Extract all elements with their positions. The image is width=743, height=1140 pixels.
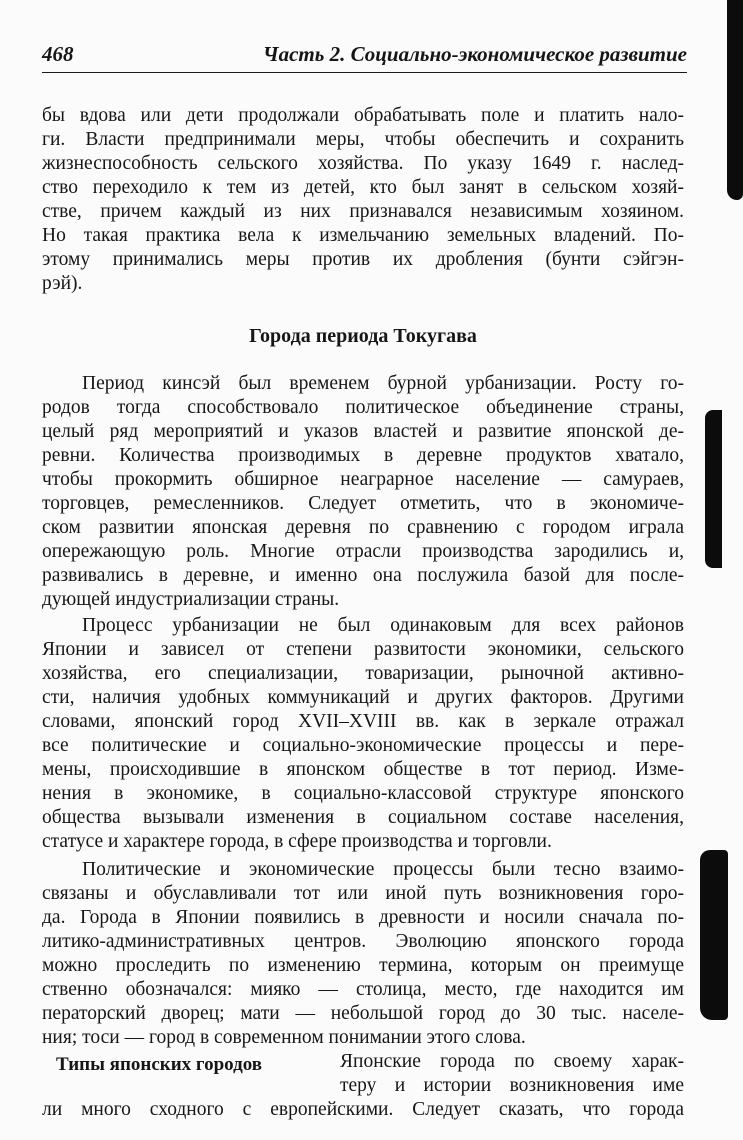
- text-line: дующей индустриализации страны.: [42, 589, 340, 610]
- text-line: сти, наличия удобных коммуникаций и других факторов. Другими: [42, 687, 684, 708]
- scan-shadow: [727, 0, 743, 200]
- text-line: связаны и обуславливали тот или иной путь возникновения горо-: [42, 883, 684, 904]
- text-line: чтобы прокормить обширное неаграрное население — самураев,: [42, 469, 684, 490]
- text-line: ния; тоси — город в современном понимании этого слова.: [42, 1027, 526, 1048]
- text-line: ператорский дворец; мати — небольшой город до 30 тыс. населе-: [42, 1003, 684, 1024]
- text-line: этому принимались меры против их дробления (бунти сэйгэн-: [42, 249, 684, 270]
- text-line: стве, причем каждый из них признавался независимым хозяином.: [42, 201, 684, 222]
- text-line: теру и истории возникновения име: [340, 1075, 684, 1096]
- scan-shadow: [705, 410, 722, 568]
- text-line: ственно обозначался: мияко — столица, место, где находится им: [42, 979, 684, 1000]
- header-rule: [42, 72, 687, 73]
- text-line: словами, японский город XVII–XVIII вв. как в зеркале отражал: [42, 711, 684, 732]
- text-line: Японии и зависел от степени развитости экономики, сельского: [42, 639, 684, 660]
- text-line: торговцев, ремесленников. Следует отметить, что в экономиче-: [42, 493, 684, 514]
- text-line: ги. Власти предпринимали меры, чтобы обеспечить и сохранить: [42, 129, 684, 150]
- text-line: Но такая практика вела к измельчанию земельных владений. По-: [42, 225, 684, 246]
- text-line: литико-административных центров. Эволюцию японского города: [42, 931, 684, 952]
- text-line: хозяйства, его специализации, товаризации, рыночной активно-: [42, 663, 684, 684]
- text-line: Политические и экономические процессы были тесно взаимо-: [82, 859, 684, 880]
- text-line: ли много сходного с европейскими. Следует сказать, что города: [42, 1099, 684, 1120]
- side-heading: Типы японских городов: [56, 1054, 263, 1075]
- running-header: [42, 40, 687, 70]
- text-line: статусе и характере города, в сфере производства и торговли.: [42, 831, 552, 852]
- text-line: опережающую роль. Многие отрасли производства зародились и,: [42, 541, 684, 562]
- text-line: можно проследить по изменению термина, которым он преимуще: [42, 955, 684, 976]
- text-line: общества вызывали изменения в социальном составе населения,: [42, 807, 684, 828]
- text-line: жизнеспособность сельского хозяйства. По указу 1649 г. наслед-: [42, 153, 684, 174]
- section-heading: Города периода Токугава: [249, 325, 477, 347]
- text-line: да. Города в Японии появились в древности и носили сначала по-: [42, 907, 684, 928]
- text-line: все политические и социально-экономические процессы и пере-: [42, 735, 684, 756]
- text-line: Японские города по своему харак-: [340, 1051, 684, 1072]
- text-line: бы вдова или дети продолжали обрабатывать поле и платить нало-: [42, 105, 684, 126]
- text-line: родов тогда способствовало политическое объединение страны,: [42, 397, 684, 418]
- text-line: мены, происходившие в японском обществе в тот период. Изме-: [42, 759, 684, 780]
- text-line: целый ряд мероприятий и указов властей и развитие японской де-: [42, 421, 684, 442]
- page-number: 468: [42, 42, 74, 66]
- text-line: ревни. Количества производимых в деревне продуктов хватало,: [42, 445, 684, 466]
- text-line: Период кинсэй был временем бурной урбанизации. Росту го-: [82, 373, 684, 394]
- text-line: ство переходило к тем из детей, кто был занят в сельском хозяй-: [42, 177, 684, 198]
- text-line: рэй).: [42, 273, 83, 294]
- scan-shadow: [700, 850, 728, 1020]
- text-line: Процесс урбанизации не был одинаковым для всех районов: [82, 615, 684, 636]
- text-line: нения в экономике, в социально-классовой структуре японского: [42, 783, 684, 804]
- text-line: развивались в деревне, и именно она послужила базой для после-: [42, 565, 684, 586]
- text-line: ском развитии японская деревня по сравнению с городом играла: [42, 517, 684, 538]
- running-title: Часть 2. Социально-экономическое развитие: [262, 42, 687, 66]
